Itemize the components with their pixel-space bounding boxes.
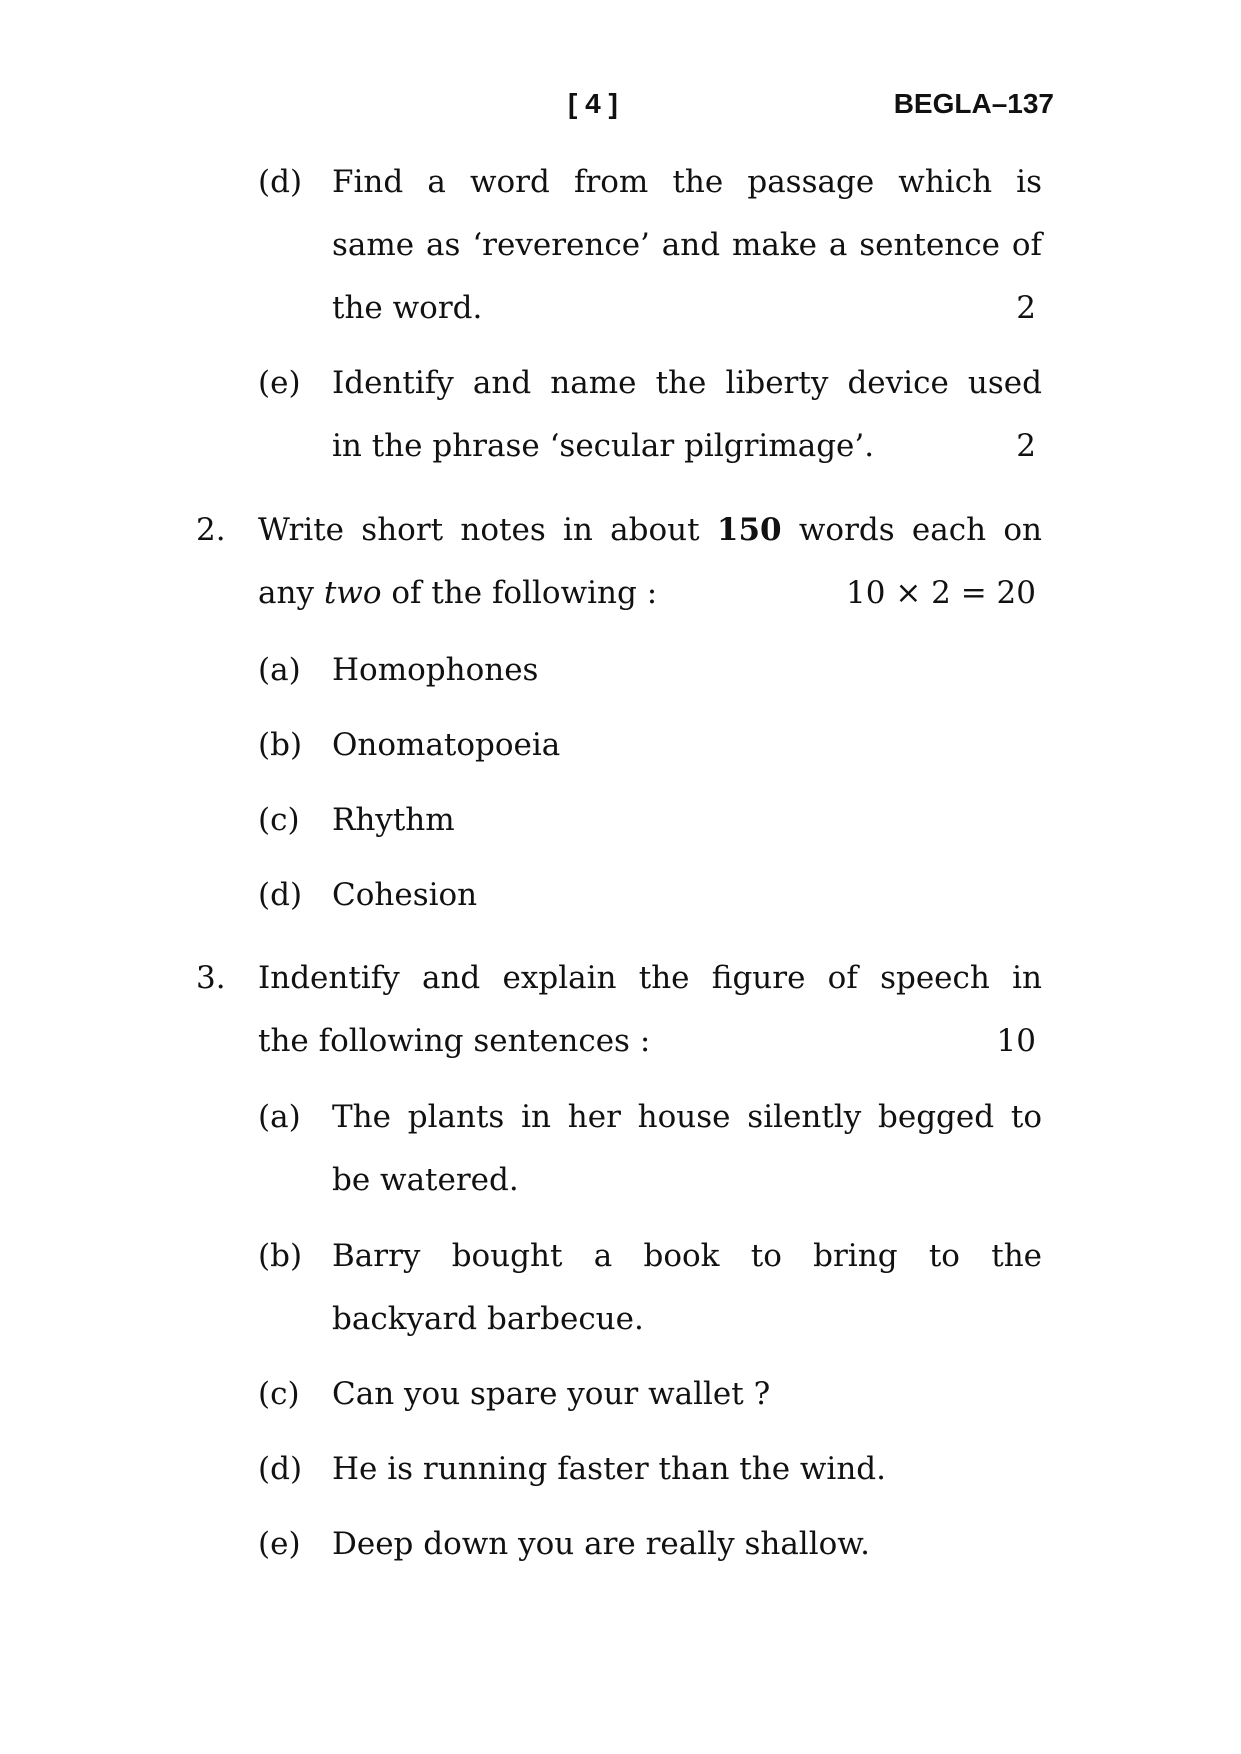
q1-part-e-marks: 2 bbox=[1016, 428, 1036, 464]
q3-part-e-label: (e) bbox=[258, 1526, 301, 1562]
q2-option-a: Homophones bbox=[332, 652, 539, 688]
q1-part-d-line1: Find a word from the passage which is bbox=[332, 164, 1042, 200]
q2-two: two bbox=[323, 575, 382, 611]
q3-number: 3. bbox=[196, 960, 226, 996]
q2-line1-b: words each on bbox=[781, 512, 1042, 548]
q2-option-c-label: (c) bbox=[258, 802, 300, 838]
q1-part-d-marks: 2 bbox=[1016, 290, 1036, 326]
q1-part-d-line3: the word. bbox=[332, 290, 483, 326]
q3-part-a-line2: be watered. bbox=[332, 1162, 519, 1198]
q2-number: 2. bbox=[196, 512, 226, 548]
q2-line2-b: of the following : bbox=[381, 575, 658, 611]
q2-line1-a: Write short notes in about bbox=[258, 512, 717, 548]
q1-part-e-line1: Identify and name the liberty device used bbox=[332, 365, 1042, 401]
q3-marks: 10 bbox=[996, 1023, 1036, 1059]
q1-part-e-label: (e) bbox=[258, 365, 301, 401]
q1-part-d-line2: same as ‘reverence’ and make a sentence of bbox=[332, 227, 1042, 263]
q3-part-b-line2: backyard barbecue. bbox=[332, 1301, 644, 1337]
q3-part-b-label: (b) bbox=[258, 1238, 303, 1274]
q2-line2-a: any bbox=[258, 575, 324, 611]
q2-line2 bbox=[258, 573, 657, 613]
q3-line1: Indentify and explain the figure of speech in bbox=[258, 960, 1042, 996]
q3-part-d-line1: He is running faster than the wind. bbox=[332, 1451, 887, 1487]
q3-part-c-label: (c) bbox=[258, 1376, 300, 1412]
q3-part-e-line1: Deep down you are really shallow. bbox=[332, 1526, 871, 1562]
q2-line1 bbox=[258, 510, 1042, 550]
page-number: [ 4 ] bbox=[568, 88, 618, 119]
q3-part-a-label: (a) bbox=[258, 1099, 301, 1135]
paper-code: BEGLA–137 bbox=[893, 88, 1054, 119]
q2-option-b: Onomatopoeia bbox=[332, 727, 561, 763]
q1-part-e-line2: in the phrase ‘secular pilgrimage’. bbox=[332, 428, 875, 464]
q2-option-b-label: (b) bbox=[258, 727, 303, 763]
q2-marks: 10 × 2 = 20 bbox=[846, 575, 1036, 611]
q3-part-d-label: (d) bbox=[258, 1451, 303, 1487]
q2-option-d: Cohesion bbox=[332, 877, 478, 913]
q3-line2: the following sentences : bbox=[258, 1023, 651, 1059]
q3-part-b-line1: Barry bought a book to bring to the bbox=[332, 1238, 1042, 1274]
q3-part-c-line1: Can you spare your wallet ? bbox=[332, 1376, 771, 1412]
q2-option-c: Rhythm bbox=[332, 802, 455, 838]
q2-word-count: 150 bbox=[716, 512, 782, 548]
q3-part-a-line1: The plants in her house silently begged to bbox=[332, 1099, 1042, 1135]
q2-option-a-label: (a) bbox=[258, 652, 301, 688]
q1-part-d-label: (d) bbox=[258, 164, 303, 200]
q2-option-d-label: (d) bbox=[258, 877, 303, 913]
